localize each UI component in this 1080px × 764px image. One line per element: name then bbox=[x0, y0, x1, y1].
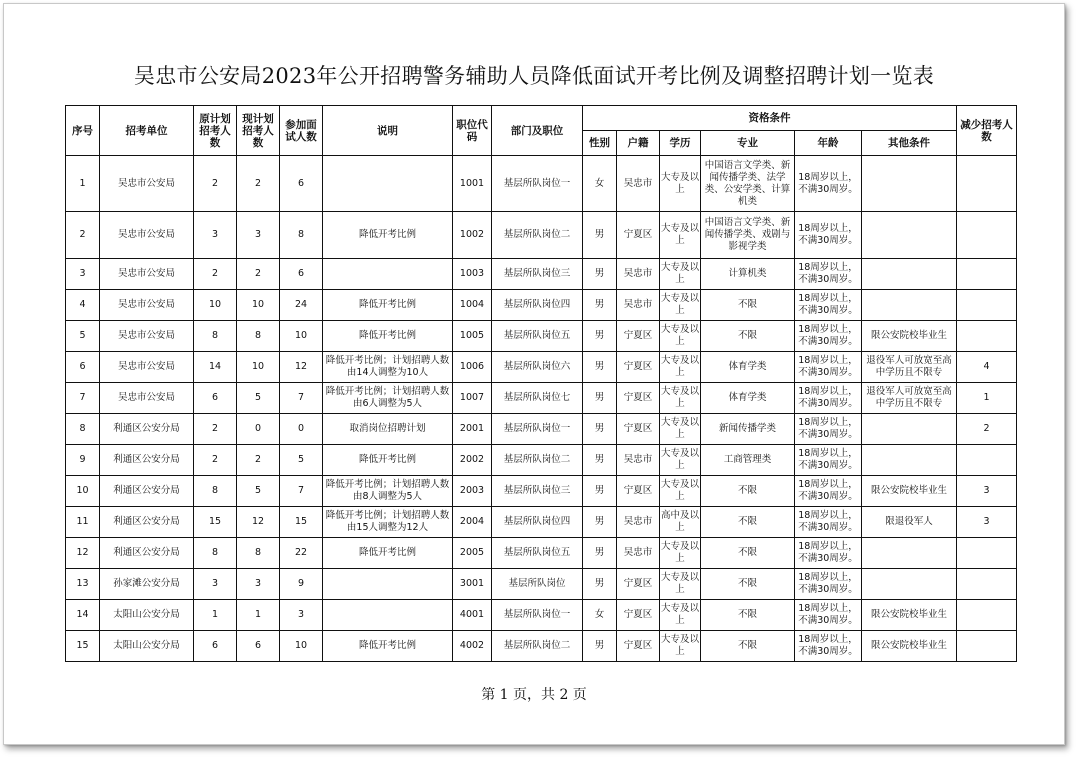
cell-age: 18周岁以上，不满30周岁。 bbox=[795, 383, 862, 414]
cell-hukou: 宁夏区 bbox=[617, 383, 660, 414]
cell-reduced bbox=[957, 290, 1017, 321]
cell-note: 降低开考比例；计划招聘人数由15人调整为12人 bbox=[323, 507, 453, 538]
cell-reduced: 3 bbox=[957, 476, 1017, 507]
recruitment-table bbox=[65, 105, 1017, 662]
cell-pos-code: 4001 bbox=[453, 600, 492, 631]
cell-gender: 男 bbox=[583, 445, 617, 476]
cell-orig-plan: 6 bbox=[194, 631, 237, 662]
cell-education: 大专及以上 bbox=[660, 569, 701, 600]
cell-pos-code: 4002 bbox=[453, 631, 492, 662]
cell-orig-plan: 2 bbox=[194, 445, 237, 476]
cell-age: 18周岁以上，不满30周岁。 bbox=[795, 476, 862, 507]
cell-dept-pos: 基层所队岗位七 bbox=[492, 383, 583, 414]
cell-curr-plan: 12 bbox=[237, 507, 280, 538]
cell-other: 限公安院校毕业生 bbox=[862, 631, 957, 662]
cell-age: 18周岁以上，不满30周岁。 bbox=[795, 631, 862, 662]
cell-orig-plan: 8 bbox=[194, 538, 237, 569]
cell-interview-count: 8 bbox=[280, 212, 323, 259]
cell-seq: 4 bbox=[66, 290, 100, 321]
cell-dept-pos: 基层所队岗位一 bbox=[492, 414, 583, 445]
cell-other bbox=[862, 212, 957, 259]
cell-age: 18周岁以上，不满30周岁。 bbox=[795, 259, 862, 290]
cell-seq: 15 bbox=[66, 631, 100, 662]
cell-dept-pos: 基层所队岗位三 bbox=[492, 476, 583, 507]
cell-curr-plan: 5 bbox=[237, 476, 280, 507]
cell-interview-count: 6 bbox=[280, 259, 323, 290]
cell-hukou: 宁夏区 bbox=[617, 321, 660, 352]
cell-note: 降低开考比例 bbox=[323, 212, 453, 259]
cell-other: 退役军人可放宽至高中学历且不限专 bbox=[862, 352, 957, 383]
cell-major: 工商管理类 bbox=[701, 445, 795, 476]
cell-gender: 男 bbox=[583, 212, 617, 259]
cell-other: 限公安院校毕业生 bbox=[862, 600, 957, 631]
cell-unit: 孙家滩公安分局 bbox=[100, 569, 194, 600]
cell-pos-code: 1001 bbox=[453, 156, 492, 212]
cell-reduced bbox=[957, 538, 1017, 569]
cell-gender: 男 bbox=[583, 383, 617, 414]
cell-education: 大专及以上 bbox=[660, 414, 701, 445]
cell-reduced bbox=[957, 156, 1017, 212]
cell-interview-count: 6 bbox=[280, 156, 323, 212]
cell-gender: 男 bbox=[583, 507, 617, 538]
cell-age: 18周岁以上，不满30周岁。 bbox=[795, 600, 862, 631]
cell-interview-count: 10 bbox=[280, 631, 323, 662]
cell-curr-plan: 10 bbox=[237, 290, 280, 321]
cell-gender: 男 bbox=[583, 352, 617, 383]
cell-hukou: 宁夏区 bbox=[617, 569, 660, 600]
cell-dept-pos: 基层所队岗位二 bbox=[492, 631, 583, 662]
cell-unit: 吴忠市公安局 bbox=[100, 383, 194, 414]
header-education: 学历 bbox=[660, 131, 701, 156]
cell-pos-code: 2001 bbox=[453, 414, 492, 445]
cell-seq: 3 bbox=[66, 259, 100, 290]
cell-orig-plan: 3 bbox=[194, 212, 237, 259]
cell-pos-code: 1003 bbox=[453, 259, 492, 290]
cell-note bbox=[323, 156, 453, 212]
cell-curr-plan: 8 bbox=[237, 538, 280, 569]
cell-seq: 2 bbox=[66, 212, 100, 259]
cell-unit: 利通区公安分局 bbox=[100, 445, 194, 476]
cell-orig-plan: 15 bbox=[194, 507, 237, 538]
cell-education: 大专及以上 bbox=[660, 156, 701, 212]
cell-reduced bbox=[957, 569, 1017, 600]
cell-hukou: 吴忠市 bbox=[617, 290, 660, 321]
cell-pos-code: 1002 bbox=[453, 212, 492, 259]
cell-orig-plan: 3 bbox=[194, 569, 237, 600]
header-pos-code: 职位代码 bbox=[453, 106, 492, 156]
cell-seq: 10 bbox=[66, 476, 100, 507]
header-orig-plan: 原计划招考人数 bbox=[194, 106, 237, 156]
cell-major: 不限 bbox=[701, 569, 795, 600]
cell-dept-pos: 基层所队岗位四 bbox=[492, 290, 583, 321]
cell-note: 降低开考比例 bbox=[323, 290, 453, 321]
cell-unit: 利通区公安分局 bbox=[100, 507, 194, 538]
cell-education: 大专及以上 bbox=[660, 290, 701, 321]
cell-seq: 11 bbox=[66, 507, 100, 538]
cell-gender: 男 bbox=[583, 569, 617, 600]
cell-age: 18周岁以上，不满30周岁。 bbox=[795, 414, 862, 445]
table-row bbox=[66, 569, 1017, 600]
table-row bbox=[66, 212, 1017, 259]
cell-other bbox=[862, 156, 957, 212]
cell-note bbox=[323, 600, 453, 631]
cell-dept-pos: 基层所队岗位二 bbox=[492, 445, 583, 476]
cell-major: 体育学类 bbox=[701, 383, 795, 414]
table-row bbox=[66, 445, 1017, 476]
cell-other bbox=[862, 290, 957, 321]
cell-curr-plan: 3 bbox=[237, 569, 280, 600]
table-row bbox=[66, 507, 1017, 538]
cell-other bbox=[862, 259, 957, 290]
cell-unit: 太阳山公安分局 bbox=[100, 600, 194, 631]
cell-reduced bbox=[957, 259, 1017, 290]
cell-major: 中国语言文学类、新闻传播学类、戏剧与影视学类 bbox=[701, 212, 795, 259]
cell-seq: 6 bbox=[66, 352, 100, 383]
cell-hukou: 宁夏区 bbox=[617, 414, 660, 445]
cell-curr-plan: 8 bbox=[237, 321, 280, 352]
cell-dept-pos: 基层所队岗位六 bbox=[492, 352, 583, 383]
cell-note: 降低开考比例；计划招聘人数由6人调整为5人 bbox=[323, 383, 453, 414]
cell-reduced bbox=[957, 445, 1017, 476]
cell-interview-count: 24 bbox=[280, 290, 323, 321]
cell-note: 降低开考比例 bbox=[323, 631, 453, 662]
table-row bbox=[66, 259, 1017, 290]
cell-orig-plan: 10 bbox=[194, 290, 237, 321]
cell-other: 退役军人可放宽至高中学历且不限专 bbox=[862, 383, 957, 414]
cell-curr-plan: 10 bbox=[237, 352, 280, 383]
cell-reduced: 4 bbox=[957, 352, 1017, 383]
cell-interview-count: 10 bbox=[280, 321, 323, 352]
cell-reduced: 3 bbox=[957, 507, 1017, 538]
cell-seq: 13 bbox=[66, 569, 100, 600]
cell-pos-code: 2005 bbox=[453, 538, 492, 569]
cell-dept-pos: 基层所队岗位三 bbox=[492, 259, 583, 290]
cell-curr-plan: 2 bbox=[237, 156, 280, 212]
cell-gender: 女 bbox=[583, 156, 617, 212]
cell-education: 大专及以上 bbox=[660, 445, 701, 476]
cell-unit: 利通区公安分局 bbox=[100, 538, 194, 569]
cell-education: 大专及以上 bbox=[660, 352, 701, 383]
table-row bbox=[66, 383, 1017, 414]
cell-orig-plan: 2 bbox=[194, 259, 237, 290]
cell-interview-count: 0 bbox=[280, 414, 323, 445]
table-row bbox=[66, 600, 1017, 631]
cell-other: 限公安院校毕业生 bbox=[862, 321, 957, 352]
cell-education: 大专及以上 bbox=[660, 631, 701, 662]
cell-reduced bbox=[957, 321, 1017, 352]
cell-education: 大专及以上 bbox=[660, 600, 701, 631]
cell-seq: 8 bbox=[66, 414, 100, 445]
table-row bbox=[66, 156, 1017, 212]
cell-hukou: 宁夏区 bbox=[617, 476, 660, 507]
cell-major: 不限 bbox=[701, 631, 795, 662]
cell-orig-plan: 8 bbox=[194, 476, 237, 507]
cell-pos-code: 2003 bbox=[453, 476, 492, 507]
header-hukou: 户籍 bbox=[617, 131, 660, 156]
cell-unit: 吴忠市公安局 bbox=[100, 259, 194, 290]
cell-note: 降低开考比例；计划招聘人数由14人调整为10人 bbox=[323, 352, 453, 383]
cell-unit: 吴忠市公安局 bbox=[100, 321, 194, 352]
cell-orig-plan: 1 bbox=[194, 600, 237, 631]
cell-seq: 7 bbox=[66, 383, 100, 414]
cell-hukou: 宁夏区 bbox=[617, 352, 660, 383]
cell-note: 取消岗位招聘计划 bbox=[323, 414, 453, 445]
cell-curr-plan: 2 bbox=[237, 445, 280, 476]
cell-curr-plan: 3 bbox=[237, 212, 280, 259]
table-row bbox=[66, 538, 1017, 569]
cell-reduced: 2 bbox=[957, 414, 1017, 445]
cell-interview-count: 7 bbox=[280, 383, 323, 414]
cell-gender: 男 bbox=[583, 631, 617, 662]
cell-age: 18周岁以上，不满30周岁。 bbox=[795, 156, 862, 212]
cell-dept-pos: 基层所队岗位二 bbox=[492, 212, 583, 259]
cell-gender: 女 bbox=[583, 600, 617, 631]
cell-reduced bbox=[957, 600, 1017, 631]
cell-seq: 5 bbox=[66, 321, 100, 352]
cell-seq: 14 bbox=[66, 600, 100, 631]
cell-interview-count: 9 bbox=[280, 569, 323, 600]
cell-dept-pos: 基层所队岗位五 bbox=[492, 538, 583, 569]
cell-age: 18周岁以上，不满30周岁。 bbox=[795, 212, 862, 259]
cell-dept-pos: 基层所队岗位一 bbox=[492, 600, 583, 631]
cell-orig-plan: 6 bbox=[194, 383, 237, 414]
header-unit: 招考单位 bbox=[100, 106, 194, 156]
table-header-row bbox=[66, 106, 1017, 131]
cell-seq: 1 bbox=[66, 156, 100, 212]
cell-other bbox=[862, 569, 957, 600]
table-body bbox=[66, 156, 1017, 662]
cell-age: 18周岁以上，不满30周岁。 bbox=[795, 290, 862, 321]
cell-age: 18周岁以上，不满30周岁。 bbox=[795, 507, 862, 538]
cell-note: 降低开考比例；计划招聘人数由8人调整为5人 bbox=[323, 476, 453, 507]
header-curr-plan: 现计划招考人数 bbox=[237, 106, 280, 156]
cell-other bbox=[862, 414, 957, 445]
cell-education: 大专及以上 bbox=[660, 538, 701, 569]
cell-curr-plan: 5 bbox=[237, 383, 280, 414]
cell-hukou: 宁夏区 bbox=[617, 600, 660, 631]
table-row bbox=[66, 476, 1017, 507]
cell-interview-count: 15 bbox=[280, 507, 323, 538]
cell-gender: 男 bbox=[583, 476, 617, 507]
cell-pos-code: 1004 bbox=[453, 290, 492, 321]
cell-education: 大专及以上 bbox=[660, 259, 701, 290]
cell-hukou: 吴忠市 bbox=[617, 259, 660, 290]
cell-major: 不限 bbox=[701, 476, 795, 507]
cell-hukou: 吴忠市 bbox=[617, 445, 660, 476]
cell-curr-plan: 6 bbox=[237, 631, 280, 662]
cell-orig-plan: 14 bbox=[194, 352, 237, 383]
cell-interview-count: 22 bbox=[280, 538, 323, 569]
table-row bbox=[66, 414, 1017, 445]
cell-age: 18周岁以上，不满30周岁。 bbox=[795, 352, 862, 383]
cell-unit: 吴忠市公安局 bbox=[100, 212, 194, 259]
cell-dept-pos: 基层所队岗位一 bbox=[492, 156, 583, 212]
header-seq: 序号 bbox=[66, 106, 100, 156]
table-row bbox=[66, 321, 1017, 352]
cell-pos-code: 2004 bbox=[453, 507, 492, 538]
cell-education: 大专及以上 bbox=[660, 383, 701, 414]
document-page bbox=[3, 3, 1065, 745]
cell-interview-count: 7 bbox=[280, 476, 323, 507]
cell-unit: 吴忠市公安局 bbox=[100, 156, 194, 212]
header-reduced: 减少招考人数 bbox=[957, 106, 1017, 156]
cell-reduced bbox=[957, 631, 1017, 662]
cell-unit: 利通区公安分局 bbox=[100, 414, 194, 445]
cell-unit: 吴忠市公安局 bbox=[100, 352, 194, 383]
cell-gender: 男 bbox=[583, 259, 617, 290]
header-qualifications: 资格条件 bbox=[583, 106, 957, 131]
cell-hukou: 吴忠市 bbox=[617, 156, 660, 212]
cell-hukou: 宁夏区 bbox=[617, 631, 660, 662]
cell-hukou: 吴忠市 bbox=[617, 538, 660, 569]
cell-education: 大专及以上 bbox=[660, 321, 701, 352]
page-title: 吴忠市公安局2023年公开招聘警务辅助人员降低面试开考比例及调整招聘计划一览表 bbox=[133, 64, 935, 88]
cell-orig-plan: 8 bbox=[194, 321, 237, 352]
cell-other: 限公安院校毕业生 bbox=[862, 476, 957, 507]
cell-other: 限退役军人 bbox=[862, 507, 957, 538]
cell-pos-code: 1005 bbox=[453, 321, 492, 352]
cell-pos-code: 1007 bbox=[453, 383, 492, 414]
table-row bbox=[66, 352, 1017, 383]
cell-dept-pos: 基层所队岗位五 bbox=[492, 321, 583, 352]
cell-interview-count: 3 bbox=[280, 600, 323, 631]
cell-note: 降低开考比例 bbox=[323, 321, 453, 352]
cell-unit: 吴忠市公安局 bbox=[100, 290, 194, 321]
cell-major: 不限 bbox=[701, 290, 795, 321]
cell-pos-code: 1006 bbox=[453, 352, 492, 383]
cell-hukou: 宁夏区 bbox=[617, 212, 660, 259]
cell-age: 18周岁以上，不满30周岁。 bbox=[795, 445, 862, 476]
cell-education: 高中及以上 bbox=[660, 507, 701, 538]
cell-unit: 利通区公安分局 bbox=[100, 476, 194, 507]
cell-major: 不限 bbox=[701, 507, 795, 538]
cell-gender: 男 bbox=[583, 538, 617, 569]
table-row bbox=[66, 290, 1017, 321]
cell-age: 18周岁以上，不满30周岁。 bbox=[795, 321, 862, 352]
header-gender: 性别 bbox=[583, 131, 617, 156]
cell-age: 18周岁以上，不满30周岁。 bbox=[795, 538, 862, 569]
cell-gender: 男 bbox=[583, 414, 617, 445]
cell-major: 不限 bbox=[701, 321, 795, 352]
cell-hukou: 吴忠市 bbox=[617, 507, 660, 538]
cell-pos-code: 3001 bbox=[453, 569, 492, 600]
cell-note: 降低开考比例 bbox=[323, 538, 453, 569]
cell-seq: 9 bbox=[66, 445, 100, 476]
header-other: 其他条件 bbox=[862, 131, 957, 156]
cell-major: 新闻传播学类 bbox=[701, 414, 795, 445]
cell-dept-pos: 基层所队岗位四 bbox=[492, 507, 583, 538]
page-footer: 第 1 页，共 2 页 bbox=[481, 687, 587, 703]
cell-gender: 男 bbox=[583, 321, 617, 352]
cell-education: 大专及以上 bbox=[660, 476, 701, 507]
header-note: 说明 bbox=[323, 106, 453, 156]
cell-age: 18周岁以上，不满30周岁。 bbox=[795, 569, 862, 600]
table-row bbox=[66, 631, 1017, 662]
cell-dept-pos: 基层所队岗位 bbox=[492, 569, 583, 600]
cell-interview-count: 12 bbox=[280, 352, 323, 383]
cell-major: 计算机类 bbox=[701, 259, 795, 290]
cell-pos-code: 2002 bbox=[453, 445, 492, 476]
header-major: 专业 bbox=[701, 131, 795, 156]
cell-reduced bbox=[957, 212, 1017, 259]
cell-gender: 男 bbox=[583, 290, 617, 321]
cell-reduced: 1 bbox=[957, 383, 1017, 414]
cell-orig-plan: 2 bbox=[194, 156, 237, 212]
cell-other bbox=[862, 538, 957, 569]
cell-note bbox=[323, 259, 453, 290]
cell-curr-plan: 1 bbox=[237, 600, 280, 631]
cell-interview-count: 5 bbox=[280, 445, 323, 476]
cell-note bbox=[323, 569, 453, 600]
cell-major: 体育学类 bbox=[701, 352, 795, 383]
cell-major: 不限 bbox=[701, 538, 795, 569]
cell-seq: 12 bbox=[66, 538, 100, 569]
cell-unit: 太阳山公安分局 bbox=[100, 631, 194, 662]
header-age: 年龄 bbox=[795, 131, 862, 156]
cell-major: 中国语言文学类、新闻传播学类、法学类、公安学类、计算机类 bbox=[701, 156, 795, 212]
cell-other bbox=[862, 445, 957, 476]
cell-education: 大专及以上 bbox=[660, 212, 701, 259]
cell-curr-plan: 0 bbox=[237, 414, 280, 445]
cell-curr-plan: 2 bbox=[237, 259, 280, 290]
cell-orig-plan: 2 bbox=[194, 414, 237, 445]
header-dept-pos: 部门及职位 bbox=[492, 106, 583, 156]
header-interview-count: 参加面试人数 bbox=[280, 106, 323, 156]
cell-major: 不限 bbox=[701, 600, 795, 631]
cell-note: 降低开考比例 bbox=[323, 445, 453, 476]
